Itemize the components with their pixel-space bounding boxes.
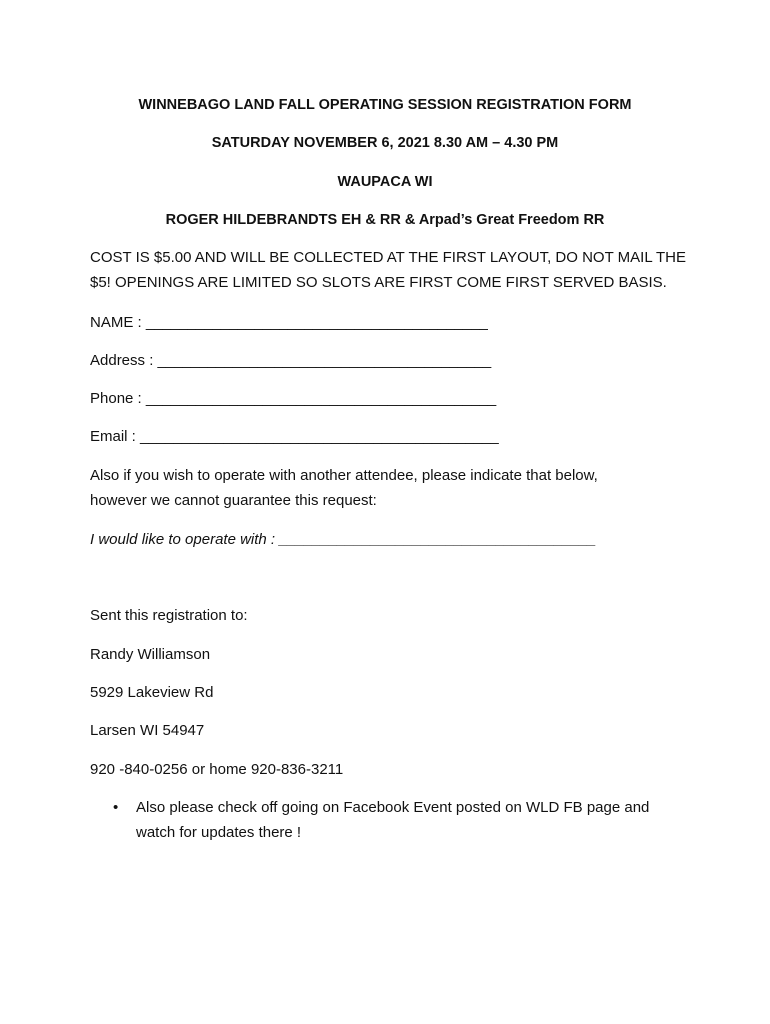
send-to-street: 5929 Lakeview Rd — [90, 684, 214, 701]
cost-line-1: COST IS $5.00 AND WILL BE COLLECTED AT THE FIRST LAYOUT, DO NOT MAIL THE — [90, 249, 687, 266]
operate-note-line-1: Also if you wish to operate with another attendee, please indicate that below, — [90, 467, 598, 484]
form-title: WINNEBAGO LAND FALL OPERATING SESSION REGISTRATION FORM — [138, 97, 632, 113]
cost-line-2: $5! OPENINGS ARE LIMITED SO SLOTS ARE FIRST COME FIRST SERVED BASIS. — [90, 274, 667, 291]
phone-field[interactable]: Phone : __________________________________________ — [90, 390, 497, 407]
event-date: SATURDAY NOVEMBER 6, 2021 8.30 AM – 4.30 PM — [211, 135, 559, 151]
send-to-label: Sent this registration to: — [90, 607, 248, 624]
operate-note-line-2: however we cannot guarantee this request: — [90, 492, 377, 509]
facebook-note-line-1: Also please check off going on Facebook Event posted on WLD FB page and — [136, 799, 650, 816]
email-field[interactable]: Email : ___________________________________________ — [90, 428, 499, 445]
send-to-phone: 920 -840-0256 or home 920-836-3211 — [90, 761, 344, 778]
bullet-icon: • — [113, 799, 119, 816]
send-to-city: Larsen WI 54947 — [90, 722, 205, 739]
send-to-name: Randy Williamson — [90, 646, 211, 663]
facebook-note — [136, 795, 696, 845]
name-field[interactable]: NAME : _________________________________________ — [90, 314, 488, 331]
facebook-note-line-2: watch for updates there ! — [136, 824, 302, 841]
event-location: WAUPACA WI — [337, 174, 433, 190]
address-field[interactable]: Address : ________________________________________ — [90, 352, 492, 369]
operate-with-field[interactable]: I would like to operate with : ______________________________________ — [90, 531, 597, 548]
event-layouts: ROGER HILDEBRANDTS EH & RR & Arpad’s Great Freedom RR — [165, 212, 605, 228]
